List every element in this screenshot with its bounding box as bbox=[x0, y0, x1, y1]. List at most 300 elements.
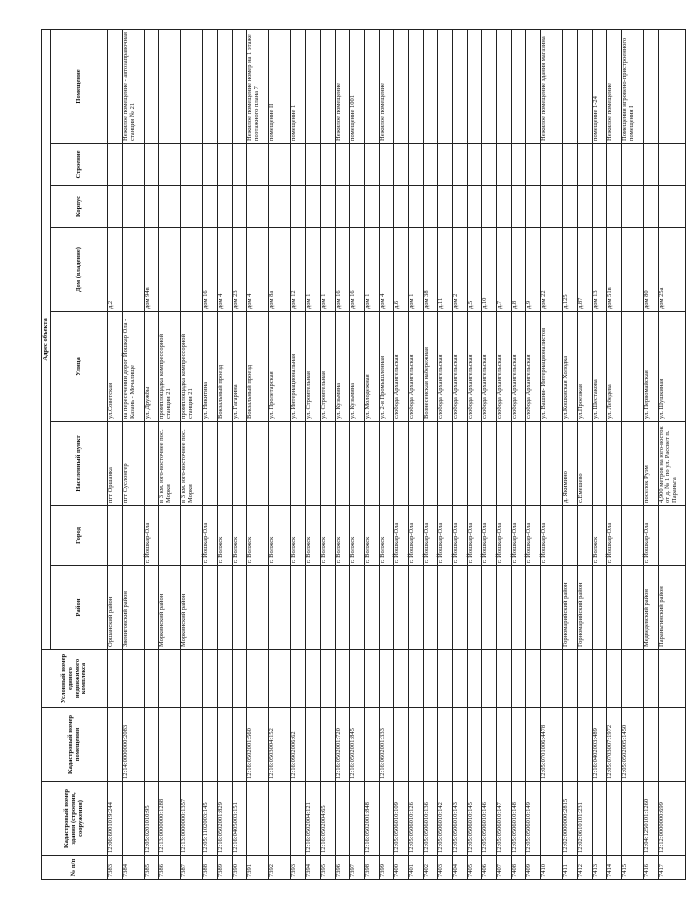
header-settlement: Населенный пункт bbox=[51, 422, 108, 506]
table-row bbox=[232, 29, 247, 879]
cell-row-number: 7414 bbox=[607, 856, 622, 880]
cell-district bbox=[438, 566, 453, 650]
cell-street: слобода Архангельская bbox=[467, 312, 482, 422]
cell-district: Горномарийский район bbox=[563, 566, 578, 650]
cell-structure bbox=[364, 144, 379, 186]
cell-structure bbox=[482, 144, 497, 186]
cell-kad-building: 12:13:0000000:1357 bbox=[181, 782, 203, 856]
cell-block bbox=[122, 186, 144, 228]
cell-conditional-number bbox=[526, 650, 541, 708]
cell-room bbox=[144, 29, 159, 143]
cell-settlement bbox=[379, 422, 394, 506]
cell-kad-building: 12:16:0405003:151 bbox=[232, 782, 247, 856]
cell-kad-room bbox=[181, 708, 203, 782]
cell-street: ул. Пролетарская bbox=[269, 312, 291, 422]
cell-settlement bbox=[291, 422, 306, 506]
cell-block bbox=[541, 186, 563, 228]
cell-conditional-number bbox=[232, 650, 247, 708]
cell-structure bbox=[159, 144, 181, 186]
cell-settlement bbox=[621, 422, 643, 506]
cell-house: дом 16 bbox=[203, 228, 218, 312]
table-body bbox=[108, 29, 686, 879]
cell-kad-room bbox=[658, 708, 685, 782]
cell-block bbox=[181, 186, 203, 228]
cell-settlement bbox=[364, 422, 379, 506]
table-row bbox=[408, 29, 423, 879]
table-row bbox=[320, 29, 335, 879]
cell-district: Параньгинский район bbox=[658, 566, 685, 650]
cell-block bbox=[320, 186, 335, 228]
table-row bbox=[658, 29, 685, 879]
cell-city bbox=[621, 506, 643, 566]
cell-room bbox=[159, 29, 181, 143]
cell-conditional-number bbox=[247, 650, 269, 708]
cell-block bbox=[577, 186, 592, 228]
cell-block bbox=[423, 186, 438, 228]
cell-kad-room: 12:16:0503004:152 bbox=[269, 708, 291, 782]
cell-kad-building: 12:05:0506010:146 bbox=[482, 782, 497, 856]
header-conditional-number: Условный номер единого недвижимого комплекса bbox=[42, 650, 108, 708]
cell-conditional-number bbox=[144, 650, 159, 708]
cell-row-number: 7397 bbox=[350, 856, 365, 880]
cell-kad-building bbox=[335, 782, 350, 856]
cell-structure bbox=[438, 144, 453, 186]
cell-block bbox=[497, 186, 512, 228]
cell-room: Нежилое помещение - автозаправочная станция № 21 bbox=[122, 29, 144, 143]
cell-kad-building bbox=[541, 782, 563, 856]
cell-street: ул. Шестакова bbox=[592, 312, 607, 422]
cell-structure bbox=[269, 144, 291, 186]
table-row bbox=[497, 29, 512, 879]
cell-city: г. Волжск bbox=[364, 506, 379, 566]
table-row bbox=[122, 29, 144, 879]
cell-block bbox=[408, 186, 423, 228]
cell-block bbox=[350, 186, 365, 228]
cell-street: слобода Архангельская bbox=[511, 312, 526, 422]
cell-district bbox=[364, 566, 379, 650]
cell-room bbox=[577, 29, 592, 143]
cell-row-number: 7388 bbox=[203, 856, 218, 880]
cell-kad-room bbox=[394, 708, 409, 782]
cell-room bbox=[394, 29, 409, 143]
cell-room: Нежилое помещение здания магазина bbox=[541, 29, 563, 143]
cell-settlement bbox=[203, 422, 218, 506]
cell-street: слобода Архангельская bbox=[438, 312, 453, 422]
cell-room: Нежилое помещение bbox=[607, 29, 622, 143]
cell-kad-room bbox=[482, 708, 497, 782]
header-block: Корпус bbox=[51, 186, 108, 228]
cell-row-number: 7384 bbox=[122, 856, 144, 880]
table-row bbox=[577, 29, 592, 879]
cell-room bbox=[306, 29, 321, 143]
cell-district bbox=[306, 566, 321, 650]
cell-conditional-number bbox=[291, 650, 306, 708]
cell-kad-building: 12:05:0506010:148 bbox=[511, 782, 526, 856]
cell-district bbox=[320, 566, 335, 650]
cell-conditional-number bbox=[269, 650, 291, 708]
cell-house: дом 2 bbox=[453, 228, 468, 312]
cell-street: Вокзальный проезд bbox=[247, 312, 269, 422]
cell-city bbox=[108, 506, 123, 566]
cell-block bbox=[394, 186, 409, 228]
cell-street: ул. Молодежная bbox=[364, 312, 379, 422]
cell-conditional-number bbox=[607, 650, 622, 708]
cell-conditional-number bbox=[577, 650, 592, 708]
cell-kad-building: 12:16:0502001:848 bbox=[364, 782, 379, 856]
cell-structure bbox=[621, 144, 643, 186]
cell-structure bbox=[467, 144, 482, 186]
cell-block bbox=[108, 186, 123, 228]
cell-house: д.9 bbox=[526, 228, 541, 312]
cell-row-number: 7409 bbox=[526, 856, 541, 880]
cell-room bbox=[423, 29, 438, 143]
cell-kad-room bbox=[563, 708, 578, 782]
cell-settlement bbox=[482, 422, 497, 506]
cell-structure bbox=[577, 144, 592, 186]
cell-block bbox=[643, 186, 658, 228]
cell-kad-building bbox=[621, 782, 643, 856]
cell-house: дом 25а bbox=[658, 228, 685, 312]
cell-city: г. Волжск bbox=[218, 506, 233, 566]
cell-row-number: 7396 bbox=[335, 856, 350, 880]
cell-district bbox=[291, 566, 306, 650]
cell-row-number: 7399 bbox=[379, 856, 394, 880]
table-row bbox=[467, 29, 482, 879]
table-row bbox=[643, 29, 658, 879]
cell-conditional-number bbox=[181, 650, 203, 708]
cell-block bbox=[159, 186, 181, 228]
cell-district: Моркинский район bbox=[159, 566, 181, 650]
header-room: Помещение bbox=[51, 29, 108, 143]
cell-city: г. Йошкар-Ола bbox=[394, 506, 409, 566]
cell-kad-room bbox=[438, 708, 453, 782]
cell-row-number: 7386 bbox=[159, 856, 181, 880]
cell-conditional-number bbox=[379, 650, 394, 708]
cell-street: ул.Кошкиская Холодка bbox=[563, 312, 578, 422]
cell-conditional-number bbox=[592, 650, 607, 708]
cell-kad-room bbox=[159, 708, 181, 782]
cell-kad-building: 12:05:0506010:145 bbox=[467, 782, 482, 856]
cell-room bbox=[511, 29, 526, 143]
cell-street: ул. Вашни- Интернационалистов bbox=[541, 312, 563, 422]
cell-block bbox=[607, 186, 622, 228]
cell-kad-building: 12:16:0502004:65 bbox=[320, 782, 335, 856]
table-row bbox=[394, 29, 409, 879]
cell-block bbox=[232, 186, 247, 228]
cell-row-number: 7390 bbox=[232, 856, 247, 880]
table-row bbox=[592, 29, 607, 879]
header-district: Район bbox=[51, 566, 108, 650]
cell-house: д.125 bbox=[563, 228, 578, 312]
cell-house: дом 13 bbox=[592, 228, 607, 312]
cell-house: д.7 bbox=[497, 228, 512, 312]
cell-house bbox=[159, 228, 181, 312]
cell-city: г. Волжск bbox=[306, 506, 321, 566]
cell-kad-room: 12:16:0502001:560 bbox=[247, 708, 269, 782]
cell-kad-building: 12:05:0506010:149 bbox=[526, 782, 541, 856]
cell-block bbox=[453, 186, 468, 228]
cell-house: дом 22 bbox=[541, 228, 563, 312]
cell-kad-building bbox=[291, 782, 306, 856]
cell-row-number: 7398 bbox=[364, 856, 379, 880]
cell-row-number: 7408 bbox=[511, 856, 526, 880]
table-row bbox=[181, 29, 203, 879]
table-row bbox=[621, 29, 643, 879]
cell-kad-room bbox=[320, 708, 335, 782]
cell-house: д.87 bbox=[577, 228, 592, 312]
cell-block bbox=[526, 186, 541, 228]
cell-block bbox=[203, 186, 218, 228]
cell-district bbox=[621, 566, 643, 650]
cell-kad-building: 12:04:1250101:1260 bbox=[643, 782, 658, 856]
cell-structure bbox=[218, 144, 233, 186]
cell-conditional-number bbox=[306, 650, 321, 708]
cell-city bbox=[159, 506, 181, 566]
cell-row-number: 7403 bbox=[438, 856, 453, 880]
cell-row-number: 7410 bbox=[541, 856, 563, 880]
cell-street bbox=[621, 312, 643, 422]
cell-conditional-number bbox=[122, 650, 144, 708]
cell-settlement bbox=[467, 422, 482, 506]
cell-street: ул. Первомайская bbox=[643, 312, 658, 422]
header-structure: Строение bbox=[51, 144, 108, 186]
cell-structure bbox=[320, 144, 335, 186]
cell-kad-room: 12:05:0701006:4478 bbox=[541, 708, 563, 782]
table-row bbox=[144, 29, 159, 879]
cell-room bbox=[203, 29, 218, 143]
cell-structure bbox=[335, 144, 350, 186]
cell-row-number: 7405 bbox=[467, 856, 482, 880]
cell-district bbox=[511, 566, 526, 650]
cell-street: промплощадка компрессорной станции 21 bbox=[181, 312, 203, 422]
table-row bbox=[607, 29, 622, 879]
cell-kad-building: 12:16:0502001:829 bbox=[218, 782, 233, 856]
cell-conditional-number bbox=[320, 650, 335, 708]
cell-conditional-number bbox=[658, 650, 685, 708]
cell-district bbox=[144, 566, 159, 650]
cell-settlement: поселок Руэм bbox=[643, 422, 658, 506]
cell-structure bbox=[526, 144, 541, 186]
cell-district bbox=[497, 566, 512, 650]
cell-district bbox=[482, 566, 497, 650]
cell-structure bbox=[232, 144, 247, 186]
cell-block bbox=[438, 186, 453, 228]
cell-city: г. Йошкар-Ола bbox=[408, 506, 423, 566]
table-row bbox=[453, 29, 468, 879]
cell-district bbox=[394, 566, 409, 650]
cell-settlement bbox=[394, 422, 409, 506]
cell-settlement bbox=[350, 422, 365, 506]
cell-row-number: 7407 bbox=[497, 856, 512, 880]
cell-room: помещение 1 bbox=[291, 29, 306, 143]
cell-kad-room bbox=[306, 708, 321, 782]
cell-block bbox=[335, 186, 350, 228]
header-num: № п/п bbox=[42, 856, 108, 880]
cell-settlement bbox=[408, 422, 423, 506]
cell-conditional-number bbox=[541, 650, 563, 708]
cell-room bbox=[526, 29, 541, 143]
cell-structure bbox=[247, 144, 269, 186]
cell-room bbox=[232, 29, 247, 143]
cell-block bbox=[306, 186, 321, 228]
cell-city: г. Йошкар-Ола bbox=[467, 506, 482, 566]
cell-block bbox=[269, 186, 291, 228]
cell-row-number: 7395 bbox=[320, 856, 335, 880]
cell-row-number: 7412 bbox=[577, 856, 592, 880]
cell-house: дом 12 bbox=[291, 228, 306, 312]
cell-block bbox=[247, 186, 269, 228]
cell-kad-building: 12:02:0000000:2815 bbox=[563, 782, 578, 856]
cell-kad-room bbox=[232, 708, 247, 782]
cell-street: ул.Проезжая bbox=[577, 312, 592, 422]
cell-house: дом 51в bbox=[607, 228, 622, 312]
cell-structure bbox=[453, 144, 468, 186]
cell-district bbox=[232, 566, 247, 650]
cell-city: г. Йошкар-Ола bbox=[203, 506, 218, 566]
cell-settlement bbox=[541, 422, 563, 506]
cell-kad-room bbox=[423, 708, 438, 782]
cell-row-number: 7402 bbox=[423, 856, 438, 880]
cell-street: ул. Строительная bbox=[320, 312, 335, 422]
cell-kad-room: 12:16:0502001:845 bbox=[350, 708, 365, 782]
cell-conditional-number bbox=[108, 650, 123, 708]
cell-kad-room: 12:16:0402003:489 bbox=[592, 708, 607, 782]
cell-room bbox=[643, 29, 658, 143]
cell-house: дом 80 bbox=[643, 228, 658, 312]
cell-row-number: 7392 bbox=[269, 856, 291, 880]
cell-row-number: 7383 bbox=[108, 856, 123, 880]
cell-kad-room bbox=[203, 708, 218, 782]
cell-city: г. Волжск bbox=[320, 506, 335, 566]
cell-street: слобода Архангельская bbox=[526, 312, 541, 422]
cell-district: Горномарийский район bbox=[577, 566, 592, 650]
cell-room bbox=[320, 29, 335, 143]
cell-city: г. Волжск bbox=[350, 506, 365, 566]
table-row bbox=[350, 29, 365, 879]
cell-house: дом 23 bbox=[232, 228, 247, 312]
cell-block bbox=[379, 186, 394, 228]
cell-kad-building: 12:05:0506010:147 bbox=[497, 782, 512, 856]
cell-district bbox=[247, 566, 269, 650]
cell-settlement bbox=[335, 422, 350, 506]
cell-street: ул. Шушкиная bbox=[658, 312, 685, 422]
table-row bbox=[291, 29, 306, 879]
cell-settlement bbox=[269, 422, 291, 506]
cell-settlement bbox=[306, 422, 321, 506]
cell-row-number: 7406 bbox=[482, 856, 497, 880]
cell-city: г. Волжск bbox=[269, 506, 291, 566]
cell-house: д.6 bbox=[394, 228, 409, 312]
cell-room bbox=[497, 29, 512, 143]
cell-structure bbox=[592, 144, 607, 186]
cell-room: помещение 1-24 bbox=[592, 29, 607, 143]
cell-row-number: 7400 bbox=[394, 856, 409, 880]
cell-city: г. Волжск bbox=[247, 506, 269, 566]
cell-street: ул. Никитина bbox=[203, 312, 218, 422]
cell-room bbox=[181, 29, 203, 143]
table-row bbox=[438, 29, 453, 879]
cell-city bbox=[122, 506, 144, 566]
cell-city: г. Йошкар-Ола bbox=[144, 506, 159, 566]
cell-settlement bbox=[232, 422, 247, 506]
cell-street: ул. Лебедева bbox=[607, 312, 622, 422]
cell-block bbox=[467, 186, 482, 228]
table-row bbox=[247, 29, 269, 879]
cell-district bbox=[423, 566, 438, 650]
header-street: Улица bbox=[51, 312, 108, 422]
cell-street: ул. Кузьмина bbox=[350, 312, 365, 422]
cell-block bbox=[291, 186, 306, 228]
cell-block bbox=[563, 186, 578, 228]
cell-kad-building bbox=[269, 782, 291, 856]
cell-room bbox=[408, 29, 423, 143]
table-row bbox=[482, 29, 497, 879]
cell-structure bbox=[408, 144, 423, 186]
cell-city bbox=[181, 506, 203, 566]
cell-house: д.10 bbox=[482, 228, 497, 312]
cell-district bbox=[592, 566, 607, 650]
cell-settlement: пгт Суслонгер bbox=[122, 422, 144, 506]
cell-kad-building bbox=[607, 782, 622, 856]
cell-district bbox=[218, 566, 233, 650]
table-header bbox=[42, 29, 108, 879]
cell-house: дом 1 bbox=[408, 228, 423, 312]
cell-house: д.5 bbox=[467, 228, 482, 312]
cell-settlement bbox=[423, 422, 438, 506]
header-kad-building: Кадастровый номер здания (строения, сооружения) bbox=[42, 782, 108, 856]
cell-kad-room: 12:16:0602001:333 bbox=[379, 708, 394, 782]
cell-city: г. Йошкар-Ола bbox=[643, 506, 658, 566]
cell-district: Оршанский район bbox=[108, 566, 123, 650]
cell-house: дом 4 bbox=[247, 228, 269, 312]
table-row bbox=[203, 29, 218, 879]
cell-settlement bbox=[144, 422, 159, 506]
cell-row-number: 7416 bbox=[643, 856, 658, 880]
cell-house bbox=[181, 228, 203, 312]
cell-structure bbox=[350, 144, 365, 186]
cell-room: Помещения игровено-пристроенного помещения I bbox=[621, 29, 643, 143]
cell-settlement: в 3 км. юго-восточнее пос. Морки bbox=[181, 422, 203, 506]
cell-room bbox=[563, 29, 578, 143]
cell-kad-room bbox=[453, 708, 468, 782]
cell-row-number: 7417 bbox=[658, 856, 685, 880]
cell-structure bbox=[511, 144, 526, 186]
cell-house: дом 16 bbox=[335, 228, 350, 312]
cell-room: Нежилое помещение номер на 1 этаже поэтажного плана 7 bbox=[247, 29, 269, 143]
cell-house: дом 1 bbox=[320, 228, 335, 312]
cell-conditional-number bbox=[408, 650, 423, 708]
cell-kad-building: 12:05:0506010:109 bbox=[394, 782, 409, 856]
cell-row-number: 7385 bbox=[144, 856, 159, 880]
cell-room bbox=[218, 29, 233, 143]
cell-structure bbox=[541, 144, 563, 186]
cell-kad-building: 12:05:0506010:136 bbox=[423, 782, 438, 856]
cell-kad-building: 12:05:0506010:142 bbox=[438, 782, 453, 856]
cell-row-number: 7389 bbox=[218, 856, 233, 880]
cell-city: г. Волжск bbox=[291, 506, 306, 566]
cell-district bbox=[526, 566, 541, 650]
cell-district: Медведевский район bbox=[643, 566, 658, 650]
cell-block bbox=[482, 186, 497, 228]
cell-kad-building: 12:05:1102003:145 bbox=[203, 782, 218, 856]
cell-street: ул. Интернациональная bbox=[291, 312, 306, 422]
cell-street: Вокзальный проезд bbox=[218, 312, 233, 422]
cell-city: г. Йошкар-Ола bbox=[453, 506, 468, 566]
cell-kad-building: 12:02:0610101:231 bbox=[577, 782, 592, 856]
cell-kad-room bbox=[511, 708, 526, 782]
cell-row-number: 7393 bbox=[291, 856, 306, 880]
cell-city: г. Волжск bbox=[335, 506, 350, 566]
